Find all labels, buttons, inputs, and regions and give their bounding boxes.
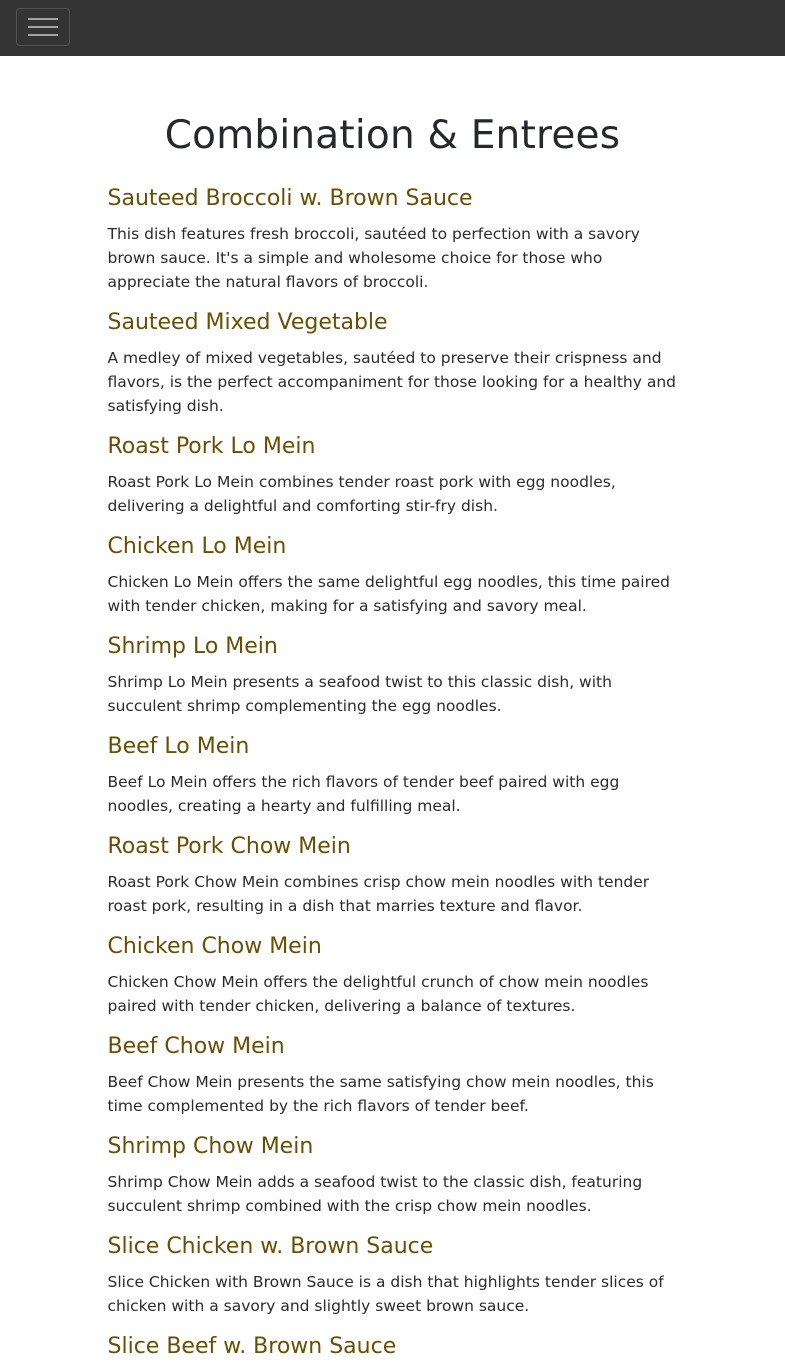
- menu-section: [108, 56, 678, 1362]
- page-title: Combination & Entrees: [164, 113, 621, 158]
- menu-item-description: Beef Lo Mein offers the rich flavors of tender beef paired with egg noodles, creating a hearty and fulfilling meal.: [107, 773, 620, 815]
- menu-item-name: Chicken Lo Mein: [107, 534, 287, 559]
- menu-item: [108, 1232, 678, 1318]
- menu-item: [108, 932, 678, 1018]
- menu-item: [108, 832, 678, 918]
- menu-item: [108, 1132, 678, 1218]
- menu-item-description: Chicken Lo Mein offers the same delightful egg noodles, this time paired with tender chicken, making for a satisfying and savory meal.: [107, 573, 670, 615]
- top-navbar: [0, 0, 785, 56]
- menu-item-name: Chicken Chow Mein: [107, 934, 322, 959]
- menu-item-description: Roast Pork Chow Mein combines crisp chow mein noodles with tender roast pork, resulting in a dish that marries texture and flavor.: [107, 873, 650, 915]
- menu-item-name: Beef Chow Mein: [107, 1034, 285, 1059]
- menu-item-name: Beef Lo Mein: [107, 734, 250, 759]
- menu-item: [108, 308, 678, 418]
- menu-item: [108, 632, 678, 718]
- menu-item-description: Shrimp Chow Mein adds a seafood twist to the classic dish, featuring succulent shrimp combined with the crisp chow mein noodles.: [107, 1173, 643, 1215]
- menu-item-description: Beef Chow Mein presents the same satisfying chow mein noodles, this time complemented by the rich flavors of tender beef.: [107, 1073, 654, 1115]
- hamburger-icon: [28, 16, 58, 38]
- menu-item-description: Shrimp Lo Mein presents a seafood twist to this classic dish, with succulent shrimp complementing the egg noodles.: [107, 673, 612, 715]
- menu-item: [108, 184, 678, 294]
- menu-list: [108, 184, 678, 1362]
- menu-item-name: Slice Beef w. Brown Sauce: [107, 1334, 397, 1359]
- menu-item-name: Shrimp Chow Mein: [107, 1134, 314, 1159]
- menu-item: [108, 732, 678, 818]
- menu-item-name: Sauteed Mixed Vegetable: [107, 310, 388, 335]
- menu-item-description: This dish features fresh broccoli, sautéed to perfection with a savory brown sauce. It's a simple and wholesome choice for those who appreciate the natural flavors of broccoli.: [107, 225, 640, 291]
- menu-item-name: Shrimp Lo Mein: [107, 634, 278, 659]
- menu-item-description: Slice Chicken with Brown Sauce is a dish that highlights tender slices of chicken with a savory and slightly sweet brown sauce.: [107, 1273, 664, 1315]
- menu-item-name: Sauteed Broccoli w. Brown Sauce: [107, 186, 473, 211]
- menu-item: [108, 432, 678, 518]
- menu-item: [108, 1332, 678, 1362]
- menu-item-description: A medley of mixed vegetables, sautéed to preserve their crispness and flavors, is the perfect accompaniment for those looking for a healthy and satisfying dish.: [107, 349, 677, 415]
- menu-item: [108, 1032, 678, 1118]
- menu-item-description: Chicken Chow Mein offers the delightful crunch of chow mein noodles paired with tender chicken, delivering a balance of textures.: [107, 973, 649, 1015]
- menu-toggle-button[interactable]: [16, 8, 70, 46]
- menu-item-name: Roast Pork Chow Mein: [107, 834, 351, 859]
- menu-item-name: Slice Chicken w. Brown Sauce: [107, 1234, 434, 1259]
- menu-item-description: Roast Pork Lo Mein combines tender roast pork with egg noodles, delivering a delightful and comforting stir-fry dish.: [107, 473, 616, 515]
- menu-item-name: Roast Pork Lo Mein: [107, 434, 316, 459]
- menu-item: [108, 532, 678, 618]
